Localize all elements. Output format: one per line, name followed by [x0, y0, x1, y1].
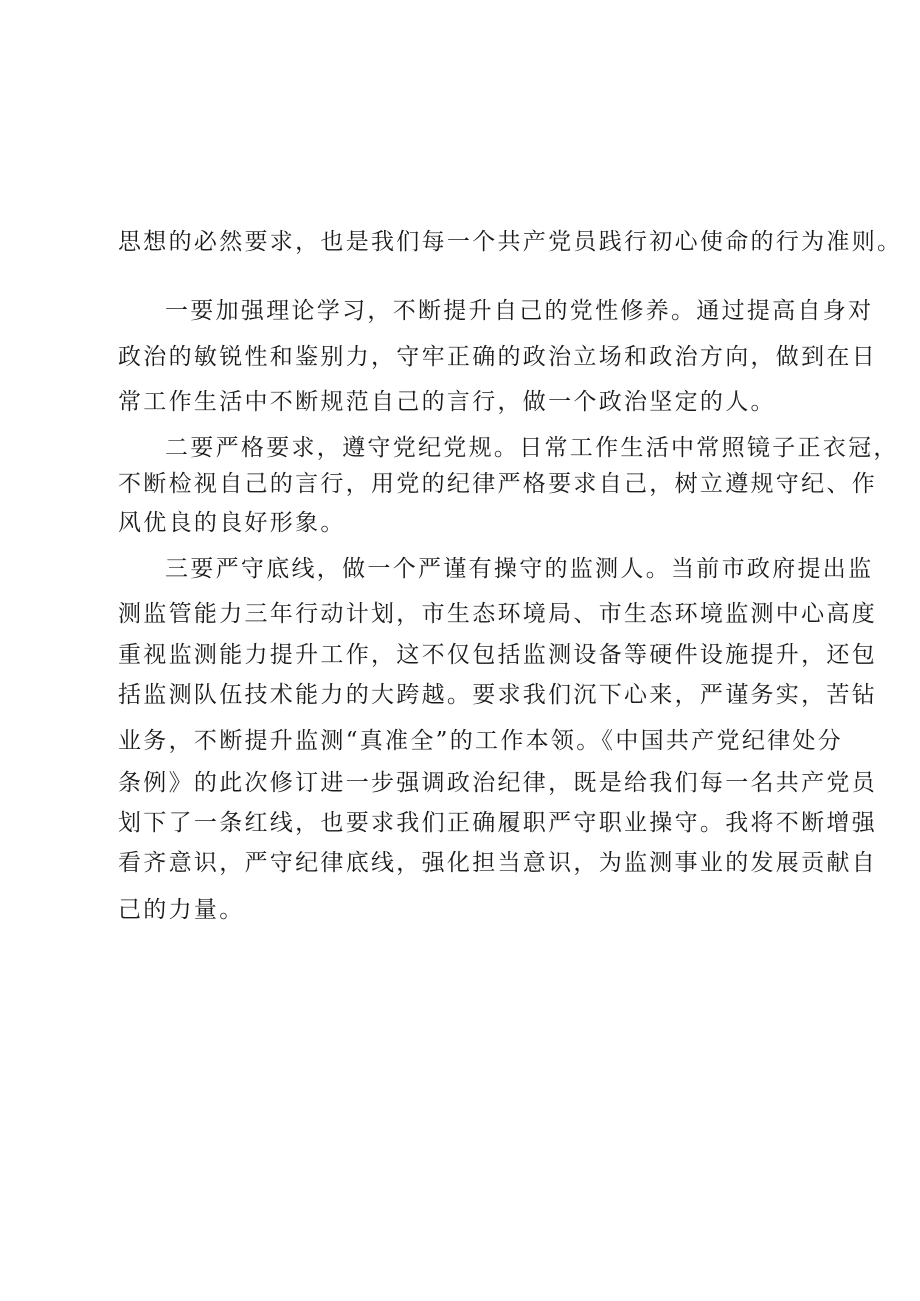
text-line: 己的力量。 — [118, 897, 245, 923]
text-line: 括监测队伍技术能力的大跨越。要求我们沉下心来，严谨务实，苦钻 — [118, 682, 877, 708]
text-line: 条例》的此次修订进一步强调政治纪律，既是给我们每一名共产党员 — [118, 770, 877, 796]
text-line: 思想的必然要求，也是我们每一个共产党员践行初心使命的行为准则。 — [118, 229, 903, 255]
paragraph-first-line: 一要加强理论学习，不断提升自己的党性修养。通过提高自身对 — [165, 298, 874, 324]
text-line: 测监管能力三年行动计划，市生态环境局、市生态环境监测中心高度 — [118, 601, 877, 627]
text-line: 常工作生活中不断规范自己的言行，做一个政治坚定的人。 — [118, 389, 776, 415]
text-line: 政治的敏锐性和鉴别力，守牢正确的政治立场和政治方向，做到在日 — [118, 344, 877, 370]
text-line: 划下了一条红线，也要求我们正确履职严守职业操守。我将不断增强 — [118, 810, 877, 836]
paragraph-first-line: 二要严格要求，遵守党纪党规。日常工作生活中常照镜子正衣冠， — [165, 435, 899, 461]
paragraph-first-line: 三要严守底线，做一个严谨有操守的监测人。当前市政府提出监 — [165, 556, 874, 582]
text-line: 重视监测能力提升工作，这不仅包括监测设备等硬件设施提升，还包 — [118, 642, 877, 668]
text-line: 业务，不断提升监测“真准全”的工作本领。《中国共产党纪律处分 — [118, 728, 844, 754]
text-line: 看齐意识，严守纪律底线，强化担当意识，为监测事业的发展贡献自 — [118, 850, 877, 876]
text-line: 风优良的良好形象。 — [118, 510, 346, 536]
text-line: 不断检视自己的言行，用党的纪律严格要求自己，树立遵规守纪、作 — [118, 471, 877, 497]
